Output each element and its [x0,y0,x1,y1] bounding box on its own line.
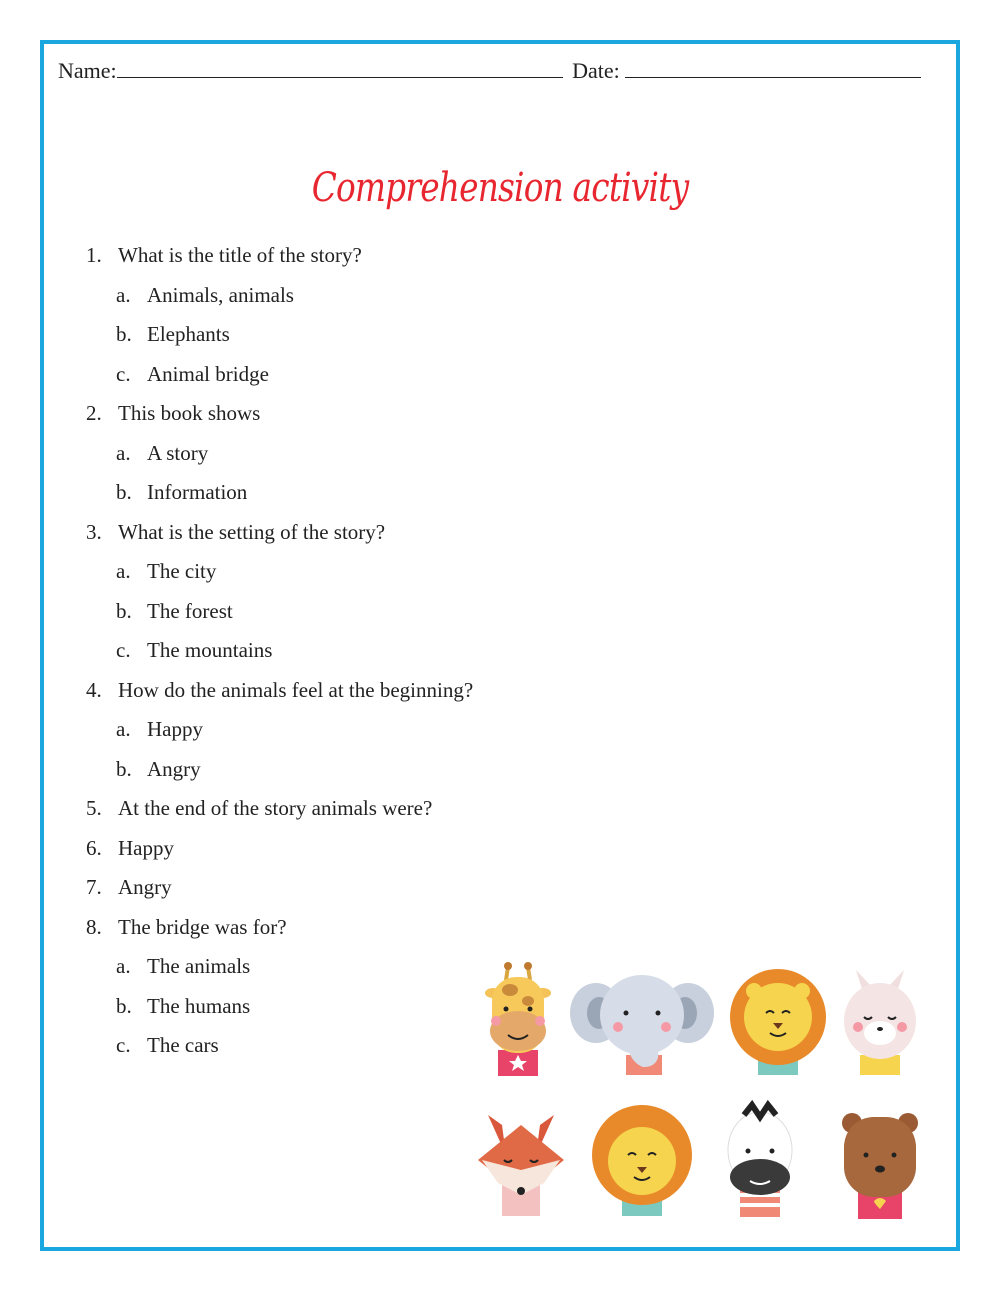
giraffe-icon [485,962,551,1076]
question-text: This book shows [118,401,261,425]
animal-illustration [468,955,938,1225]
option-text: A story [147,440,209,465]
option-text: Angry [147,756,201,781]
option-text: Animals, animals [147,282,294,307]
lion-icon [730,969,826,1075]
option-letter: a. [116,559,131,583]
option-letter: b. [116,993,132,1018]
question-text: Angry [118,875,172,899]
question-text: The bridge was for? [118,914,287,939]
date-field[interactable] [625,76,921,78]
option-letter: c. [116,638,131,662]
question-number: 7. [86,875,102,899]
option-letter: c. [116,361,131,386]
question-text: What is the setting of the story? [118,519,386,544]
question-number: 4. [86,677,102,702]
header-line [58,58,921,84]
question-text: How do the animals feel at the beginning? [118,677,474,702]
fox-icon [478,1115,564,1216]
question-number: 5. [86,796,102,820]
date-label: Date: [572,58,620,83]
option-text: The animals [147,954,251,978]
question-text: Happy [118,835,174,860]
option-text: The mountains [147,638,273,662]
option-letter: b. [116,598,132,623]
option-letter: b. [116,756,132,781]
option-letter: a. [116,954,131,978]
option-text: Elephants [147,322,230,346]
option-letter: c. [116,1033,131,1057]
question-number: 6. [86,835,102,860]
question-text: What is the title of the story? [118,243,362,267]
option-letter: a. [116,717,131,741]
question-number: 3. [86,519,102,544]
option-text: Information [147,480,248,504]
question-number: 8. [86,914,102,939]
question-number: 1. [86,243,102,267]
option-text: Happy [147,717,203,741]
name-field[interactable] [117,76,563,78]
option-text: The forest [147,598,233,623]
elephant-icon [570,975,714,1075]
option-text: The city [147,559,217,583]
llama-icon [844,970,916,1075]
option-text: The humans [147,993,251,1018]
page-title: Comprehension activity [311,165,689,211]
option-letter: b. [116,480,132,504]
name-label: Name: [58,58,117,83]
question-text: At the end of the story animals were? [118,796,433,820]
option-letter: a. [116,282,131,307]
bear-icon [842,1113,918,1219]
option-text: Animal bridge [147,361,269,386]
option-letter: a. [116,440,131,465]
option-text: The cars [147,1033,219,1057]
lion-icon [592,1105,692,1216]
zebra-icon [728,1105,792,1217]
question-number: 2. [86,401,102,425]
option-letter: b. [116,322,132,346]
